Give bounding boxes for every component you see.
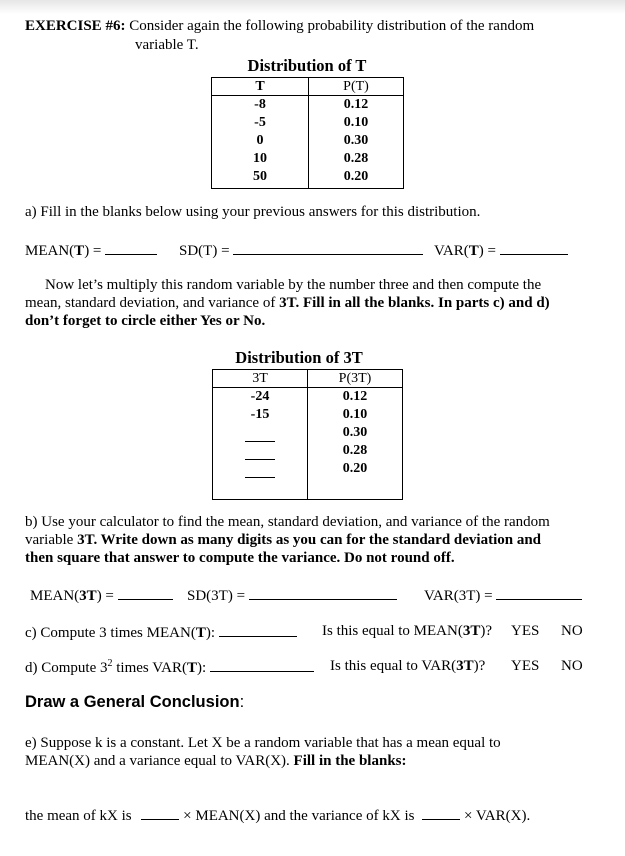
conclusion-heading-text: Draw a General Conclusion [25,693,240,711]
intro-paragraph [25,276,550,330]
table1-p-column [309,96,404,189]
table2-p-value: 0.20 [342,461,368,476]
exercise-label: EXERCISE #6: [25,18,126,34]
part-c-question-end: )? [480,623,492,639]
part-a-sd-blank[interactable] [233,241,423,255]
final-times-mean: × MEAN(X) and the variance of kX is [183,808,415,824]
part-b-line-2a: variable [25,532,78,548]
final-times-var: × VAR(X). [463,808,531,824]
table1-col2-header: P(T) [309,78,404,96]
table1-t-value: 0 [256,133,264,148]
table2-3t-column [213,388,308,500]
distribution-of-3t-table [212,369,403,500]
conclusion-heading [25,693,244,712]
table1-p-value: 0.20 [343,169,369,184]
part-a-var-blank[interactable] [500,241,568,255]
part-c-prompt-end: ): [205,625,215,641]
part-a-sd [179,241,423,260]
final-mean-text: the mean of kX is [25,808,132,824]
part-d-prompt [25,658,314,677]
part-a-mean-blank[interactable] [105,241,157,255]
table2-caption: Distribution of 3T [235,348,363,367]
part-b-mean [30,586,173,605]
table2-3t-value: -24 [250,389,270,404]
part-c-yes[interactable]: YES [511,623,540,639]
part-b-mean-close: ) = [96,588,114,604]
intro-line-3: don’t forget to circle either Yes or No. [25,313,266,329]
table2-col2-header: P(3T) [308,370,403,388]
intro-line-2a: mean, standard deviation, and variance of [25,295,280,311]
part-a-instruction: a) Fill in the blanks below using your previous answers for this distribution. [25,204,481,220]
part-d-yes[interactable]: YES [511,658,540,674]
table1-p-value: 0.28 [343,151,369,166]
table2-blank[interactable] [245,424,275,442]
final-mean-blank[interactable] [141,806,179,820]
part-c-prompt-var: T [195,625,206,641]
table1-t-value: 10 [253,151,267,166]
part-b-sd-label: SD(3T) = [187,588,246,604]
table1-col1-header: T [212,78,309,96]
part-d-prompt-var: T [186,660,197,676]
part-d-no[interactable]: NO [561,658,583,674]
part-c-prompt [25,623,297,642]
part-a-var-label: VAR( [434,243,469,259]
table1-p-value: 0.10 [343,115,369,130]
part-d-question-end: )? [473,658,486,674]
part-d-question-var: 3T [456,658,474,674]
intro-line-1: Now let’s multiply this random variable by the number three and then compute the [45,277,542,293]
part-a-sd-label: SD(T) = [179,243,230,259]
part-b-line-2 [25,531,550,549]
part-c-prompt-text: c) Compute 3 times MEAN( [25,625,196,641]
table1-p-value: 0.12 [343,97,369,112]
table2-p-value: 0.10 [342,407,368,422]
part-a-var-close: ) = [478,243,496,259]
part-b-paragraph [25,513,550,567]
exercise-text-1: Consider again the following probability distribution of the random [129,18,535,34]
part-e-paragraph [25,734,501,770]
part-d-blank[interactable] [210,658,314,672]
part-b-sd [187,586,397,605]
part-b-sd-blank[interactable] [249,586,397,600]
table2-p-value: 0.12 [342,389,368,404]
table2-col1-header: 3T [213,370,308,388]
part-b-mean-var: 3T [79,588,97,604]
exercise-line-1 [25,18,534,35]
part-b-line-2b: 3T. Write down as many digits as you can for the standard deviation and [77,532,542,548]
table1-t-value: -5 [254,115,266,130]
distribution-of-t-table [211,77,404,189]
part-c-no[interactable]: NO [561,623,583,639]
table2-blank[interactable] [245,442,275,460]
intro-line-2 [25,294,550,312]
part-c-question [322,623,492,640]
part-b-mean-label: MEAN( [30,588,80,604]
part-a-mean-label: MEAN( [25,243,75,259]
table1-t-value: 50 [253,169,267,184]
part-a-mean-close: ) = [84,243,102,259]
final-var-blank[interactable] [422,806,460,820]
intro-line-2b: 3T. Fill in all the blanks. In parts c) and d) [279,295,550,311]
part-e-line-1: e) Suppose k is a constant. Let X be a random variable that has a mean equal to [25,735,501,751]
part-c-question-var: 3T [462,623,481,639]
part-b-var-blank[interactable] [496,586,582,600]
table2-p-value: 0.28 [342,443,368,458]
part-d-prompt-text: d) Compute 3 [25,660,108,676]
table1-caption: Distribution of T [247,56,367,75]
part-c-question-text: Is this equal to MEAN( [322,623,463,639]
final-line [25,806,530,825]
conclusion-heading-colon: : [239,693,245,711]
table1-p-value: 0.30 [343,133,369,148]
top-shadow [0,0,625,14]
table2-3t-value: -15 [250,407,270,422]
table2-p-value: 0.30 [342,425,368,440]
part-e-line-2 [25,752,501,770]
part-b-var [424,586,582,605]
part-d-question-text: Is this equal to VAR( [330,658,457,674]
part-e-line-2b: Fill in the blanks: [293,753,407,769]
part-a-var [434,241,568,260]
part-b-var-label: VAR(3T) = [424,588,493,604]
part-a-var-var: T [468,243,479,259]
table2-blank[interactable] [245,460,275,478]
part-d-superscript: 2 [107,658,113,669]
part-a-mean [25,241,157,260]
part-c-blank[interactable] [219,623,297,637]
exercise-text-2: variable T. [135,37,199,53]
part-b-mean-blank[interactable] [118,586,173,600]
part-e-line-2a: MEAN(X) and a variance equal to VAR(X). [25,753,294,769]
table2-p-column [308,388,403,500]
part-d-prompt-mid: times VAR( [112,660,187,676]
part-a-mean-var: T [74,243,85,259]
part-b-line-1: b) Use your calculator to find the mean, standard deviation, and variance of the random [25,514,550,530]
table1-t-column [212,96,309,189]
part-d-question [330,658,485,675]
part-b-line-3: then square that answer to compute the variance. Do not round off. [25,550,455,566]
part-d-prompt-end: ): [196,660,207,676]
table1-t-value: -8 [254,97,266,112]
